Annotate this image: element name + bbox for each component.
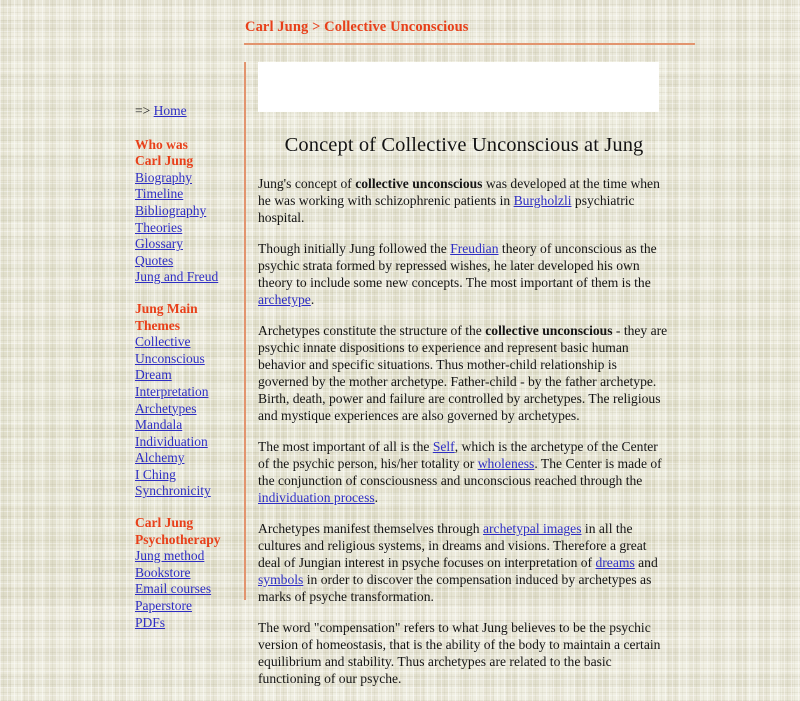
body-text-run: Archetypes constitute the structure of the <box>258 323 486 338</box>
sidebar-item-unconscious[interactable] <box>135 351 239 368</box>
emphasis-text: collective unconscious <box>485 323 613 338</box>
paragraph-p1 <box>258 175 670 226</box>
sidebar-group-heading: Jung Main <box>135 300 198 316</box>
sidebar-item-quotes[interactable] <box>135 253 239 270</box>
sidebar-nav <box>135 103 239 646</box>
body-text-run: . <box>374 490 379 505</box>
inline-link-archetype[interactable]: archetype <box>258 292 311 307</box>
sidebar-home-link[interactable]: Home <box>153 103 187 118</box>
body-text-run: was developed at the time when he was working with schizophrenic patients in <box>258 176 660 208</box>
body-text-run: The word "compensation" refers to what Jung believes to be the psychic version of homeostasis, that is the ability of the body to maintain a certain equilibrium and stability. Thus archetypes are related to the basic functioning of our psyche. <box>258 620 661 686</box>
sidebar-groups <box>135 137 239 632</box>
body-text-run: , which is the archetype of the Center of the psychic person, his/her totality or <box>258 439 658 471</box>
inline-link-self[interactable]: Self <box>432 439 455 454</box>
header-divider <box>244 43 695 45</box>
sidebar-item-alchemy[interactable] <box>135 450 239 467</box>
breadcrumb: Carl Jung > Collective Unconscious <box>245 19 469 35</box>
sidebar-group-heading: Carl Jung <box>135 515 194 531</box>
sidebar-item-jung-method[interactable] <box>135 548 239 565</box>
sidebar-item-synchronicity[interactable] <box>135 483 239 500</box>
sidebar-group-heading: Who was <box>135 136 188 152</box>
sidebar-item-mandala[interactable] <box>135 417 239 434</box>
sidebar-item-archetypes[interactable] <box>135 401 239 418</box>
sidebar-link-label[interactable]: Theories <box>135 219 183 235</box>
sidebar-item-bookstore[interactable] <box>135 565 239 582</box>
sidebar-link-label[interactable]: Archetypes <box>135 400 197 416</box>
sidebar-link-label[interactable]: Individuation <box>135 433 208 449</box>
paragraph-p6 <box>258 619 670 687</box>
sidebar-item-individuation[interactable] <box>135 434 239 451</box>
sidebar-link-label[interactable]: Jung and Freud <box>135 269 219 285</box>
body-text-run: psychiatric hospital. <box>258 193 635 225</box>
paragraph-p5 <box>258 520 670 605</box>
sidebar-group <box>135 301 239 500</box>
paragraph-p4 <box>258 438 670 506</box>
sidebar-link-label[interactable]: Quotes <box>135 252 174 268</box>
sidebar-link-label[interactable]: Jung method <box>135 548 205 564</box>
paragraph-p2 <box>258 240 670 308</box>
sidebar-link-label[interactable]: Glossary <box>135 236 183 252</box>
body-text-run: Jung's concept of <box>258 176 356 191</box>
emphasis-text: collective unconscious <box>355 176 483 191</box>
sidebar-item-glossary[interactable] <box>135 236 239 253</box>
sidebar-item-paperstore[interactable] <box>135 598 239 615</box>
sidebar-link-label[interactable]: I Ching <box>135 466 176 482</box>
body-text-run: . The Center is made of the conjunction of consciousness and unconscious reached through the <box>258 456 662 488</box>
inline-link-individuation-process[interactable]: individuation process <box>258 490 375 505</box>
sidebar-link-label[interactable]: Mandala <box>135 417 183 433</box>
inline-link-archetypal-images[interactable]: archetypal images <box>483 521 582 536</box>
main-content <box>258 62 670 701</box>
sidebar-link-label[interactable]: Dream <box>135 367 172 383</box>
body-text-run: and <box>634 555 658 570</box>
sidebar-group-heading: Themes <box>135 317 180 333</box>
sidebar-link-label[interactable]: Alchemy <box>135 450 185 466</box>
sidebar-item-jung-and-freud[interactable] <box>135 269 239 286</box>
sidebar-item-dream[interactable] <box>135 367 239 384</box>
page-title: Concept of Collective Unconscious at Jung <box>284 134 644 156</box>
sidebar-item-collective[interactable] <box>135 334 239 351</box>
body-text-run: - they are psychic innate dispositions to experience and represent basic human behavior and specific situations. Thus mother-child relationship is governed by the mother archetype. Father-child - by the father archetype. Birth, death, power and failure are controlled by archetypes. The religious and mystique experiences are also governed by archetypes. <box>258 323 668 423</box>
inline-link-freudian[interactable]: Freudian <box>450 241 499 256</box>
sidebar-group <box>135 515 239 631</box>
sidebar-item-bibliography[interactable] <box>135 203 239 220</box>
arrow-right-icon: => <box>135 103 151 118</box>
body-text-run: in all the cultures and religious systems, in dreams and visions. Therefore a great deal of Jungian interest in psyche focuses on interpretation of <box>258 521 647 570</box>
sidebar-group-heading: Psychotherapy <box>135 531 221 547</box>
paragraph-p3 <box>258 322 670 424</box>
sidebar-link-label[interactable]: Timeline <box>135 186 184 202</box>
sidebar-item-pdfs[interactable] <box>135 615 239 632</box>
sidebar-item-biography[interactable] <box>135 170 239 187</box>
body-text-run: Though initially Jung followed the <box>258 241 451 256</box>
sidebar-group <box>135 137 239 286</box>
sidebar-item-timeline[interactable] <box>135 186 239 203</box>
sidebar-item-home[interactable] <box>135 103 239 120</box>
article-body <box>258 175 670 687</box>
inline-link-burgholzli[interactable]: Burgholzli <box>513 193 572 208</box>
sidebar-link-label[interactable]: Synchronicity <box>135 483 211 499</box>
body-text-run: . <box>310 292 315 307</box>
sidebar-link-label[interactable]: Bookstore <box>135 564 191 580</box>
sidebar-group-heading: Carl Jung <box>135 153 194 169</box>
sidebar-link-label[interactable]: Collective <box>135 334 191 350</box>
sidebar-item-interpretation[interactable] <box>135 384 239 401</box>
inline-link-symbols[interactable]: symbols <box>258 572 304 587</box>
body-text-run: in order to discover the compensation induced by archetypes as marks of psyche transformation. <box>258 572 652 604</box>
sidebar-link-label[interactable]: Bibliography <box>135 202 207 218</box>
sidebar-link-label[interactable]: Email courses <box>135 581 212 597</box>
sidebar-link-label[interactable]: Biography <box>135 169 192 185</box>
inline-link-dreams[interactable]: dreams <box>595 555 635 570</box>
sidebar-link-label[interactable]: PDFs <box>135 614 166 630</box>
body-text-run: The most important of all is the <box>258 439 433 454</box>
body-text-run: Archetypes manifest themselves through <box>258 521 483 536</box>
sidebar-item-i-ching[interactable] <box>135 467 239 484</box>
banner-placeholder[interactable] <box>258 62 659 112</box>
sidebar-link-label[interactable]: Interpretation <box>135 383 209 399</box>
body-text-run: theory of unconscious as the psychic strata formed by repressed wishes, he later developed his own theory to include some new concepts. The most important of them is the <box>258 241 657 290</box>
sidebar-item-email-courses[interactable] <box>135 581 239 598</box>
sidebar-link-label[interactable]: Unconscious <box>135 350 205 366</box>
inline-link-wholeness[interactable]: wholeness <box>477 456 535 471</box>
sidebar-link-label[interactable]: Paperstore <box>135 598 192 614</box>
sidebar-content-divider <box>244 62 246 600</box>
sidebar-item-theories[interactable] <box>135 220 239 237</box>
